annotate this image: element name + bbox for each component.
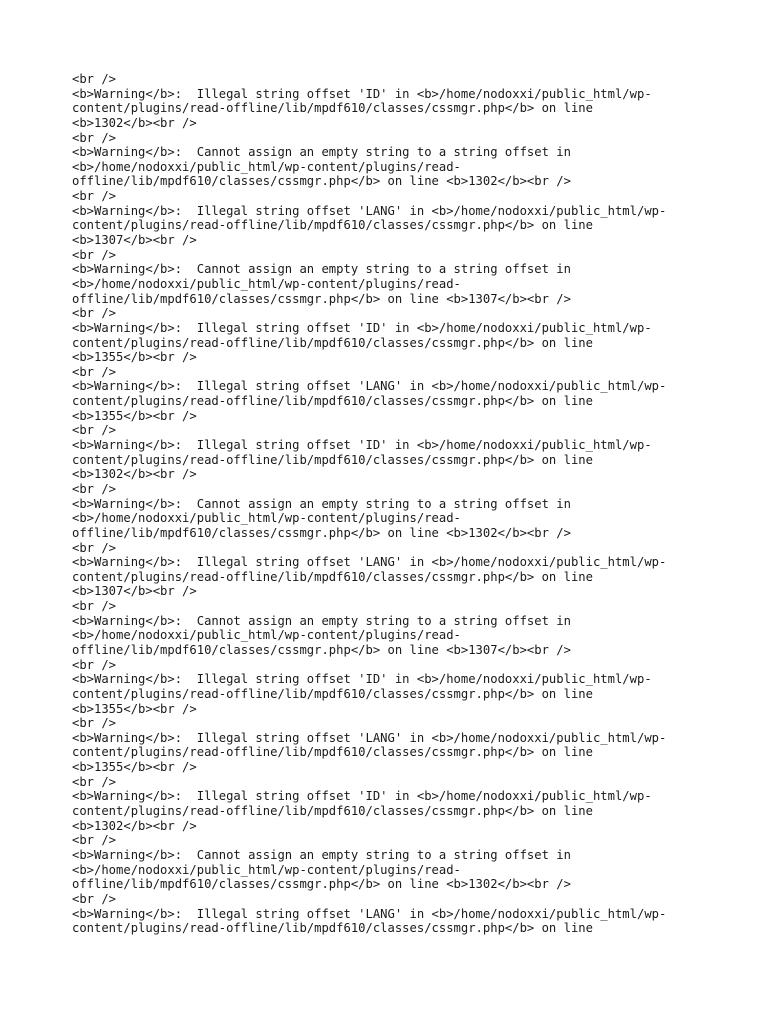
text-line: <b>Warning</b>: Illegal string offset 'ID' in <b>/home/nodoxxi/public_html/wp- — [72, 86, 652, 101]
text-line: <b>Warning</b>: Cannot assign an empty string to a string offset in — [72, 847, 571, 862]
text-line: offline/lib/mpdf610/classes/cssmgr.php</b> on line <b>1302</b><br /> — [72, 174, 571, 189]
text-line: content/plugins/read-offline/lib/mpdf610/classes/cssmgr.php</b> on line — [72, 394, 593, 409]
text-line: <br /> — [72, 481, 117, 496]
text-line: <b>1355</b><br /> — [72, 350, 197, 365]
text-line: <br /> — [72, 72, 117, 86]
text-line: <b>Warning</b>: Cannot assign an empty string to a string offset in — [72, 613, 571, 628]
text-line: content/plugins/read-offline/lib/mpdf610/classes/cssmgr.php</b> on line — [72, 745, 593, 760]
text-line: <b>1307</b><br /> — [72, 584, 197, 599]
text-line: offline/lib/mpdf610/classes/cssmgr.php</b> on line <b>1307</b><br /> — [72, 642, 571, 657]
text-line: <b>Warning</b>: Cannot assign an empty string to a string offset in — [72, 145, 571, 160]
text-line: <br /> — [72, 130, 117, 145]
text-line: content/plugins/read-offline/lib/mpdf610/classes/cssmgr.php</b> on line — [72, 686, 593, 701]
text-line: <b>1355</b><br /> — [72, 701, 197, 716]
text-line: <b>Warning</b>: Cannot assign an empty string to a string offset in — [72, 496, 571, 511]
text-line: <b>Warning</b>: Cannot assign an empty string to a string offset in — [72, 262, 571, 277]
text-line: content/plugins/read-offline/lib/mpdf610/classes/cssmgr.php</b> on line — [72, 569, 593, 584]
text-line: <b>/home/nodoxxi/public_html/wp-content/plugins/read- — [72, 862, 461, 877]
text-line: <b>Warning</b>: Illegal string offset 'LANG' in <b>/home/nodoxxi/public_html/wp- — [72, 203, 667, 218]
text-line: <b>/home/nodoxxi/public_html/wp-content/plugins/read- — [72, 276, 461, 291]
text-line: offline/lib/mpdf610/classes/cssmgr.php</b> on line <b>1302</b><br /> — [72, 877, 571, 892]
text-line: <br /> — [72, 364, 117, 379]
text-line: <b>/home/nodoxxi/public_html/wp-content/plugins/read- — [72, 159, 461, 174]
text-line: <b>/home/nodoxxi/public_html/wp-content/plugins/read- — [72, 511, 461, 526]
text-line: <b>Warning</b>: Illegal string offset 'ID' in <b>/home/nodoxxi/public_html/wp- — [72, 672, 652, 687]
text-line: <b>Warning</b>: Illegal string offset 'LANG' in <b>/home/nodoxxi/public_html/wp- — [72, 555, 667, 570]
text-line: content/plugins/read-offline/lib/mpdf610/classes/cssmgr.php</b> on line — [72, 452, 593, 467]
text-line: <b>Warning</b>: Illegal string offset 'ID' in <b>/home/nodoxxi/public_html/wp- — [72, 320, 652, 335]
text-line: <br /> — [72, 657, 117, 672]
text-line: offline/lib/mpdf610/classes/cssmgr.php</b> on line <b>1307</b><br /> — [72, 291, 571, 306]
text-line: <b>Warning</b>: Illegal string offset 'ID' in <b>/home/nodoxxi/public_html/wp- — [72, 438, 652, 453]
text-line: <b>Warning</b>: Illegal string offset 'LANG' in <b>/home/nodoxxi/public_html/wp- — [72, 379, 667, 394]
text-line: <b>1302</b><br /> — [72, 818, 197, 833]
text-line: content/plugins/read-offline/lib/mpdf610/classes/cssmgr.php</b> on line — [72, 335, 593, 350]
text-line: <b>/home/nodoxxi/public_html/wp-content/plugins/read- — [72, 628, 461, 643]
text-line: <b>Warning</b>: Illegal string offset 'LANG' in <b>/home/nodoxxi/public_html/wp- — [72, 906, 667, 921]
document-page — [72, 72, 712, 936]
text-line: <br /> — [72, 774, 117, 789]
text-line: <b>1307</b><br /> — [72, 233, 197, 248]
text-line: <br /> — [72, 599, 117, 614]
text-line: <b>1302</b><br /> — [72, 467, 197, 482]
text-line: offline/lib/mpdf610/classes/cssmgr.php</b> on line <b>1302</b><br /> — [72, 525, 571, 540]
text-line: <br /> — [72, 189, 117, 204]
text-line: <b>Warning</b>: Illegal string offset 'LANG' in <b>/home/nodoxxi/public_html/wp- — [72, 730, 667, 745]
text-line: content/plugins/read-offline/lib/mpdf610/classes/cssmgr.php</b> on line — [72, 921, 593, 936]
text-line: <br /> — [72, 833, 117, 848]
text-line: <b>1355</b><br /> — [72, 760, 197, 775]
text-line: <br /> — [72, 306, 117, 321]
text-line: <br /> — [72, 540, 117, 555]
text-line: <br /> — [72, 247, 117, 262]
text-line: <br /> — [72, 891, 117, 906]
text-line: <b>Warning</b>: Illegal string offset 'ID' in <b>/home/nodoxxi/public_html/wp- — [72, 789, 652, 804]
text-line: content/plugins/read-offline/lib/mpdf610/classes/cssmgr.php</b> on line — [72, 804, 593, 819]
text-line: <b>1355</b><br /> — [72, 408, 197, 423]
text-line: <br /> — [72, 716, 117, 731]
text-line: <b>1302</b><br /> — [72, 115, 197, 130]
text-line: content/plugins/read-offline/lib/mpdf610/classes/cssmgr.php</b> on line — [72, 101, 593, 116]
text-line: <br /> — [72, 423, 117, 438]
text-line: content/plugins/read-offline/lib/mpdf610/classes/cssmgr.php</b> on line — [72, 218, 593, 233]
